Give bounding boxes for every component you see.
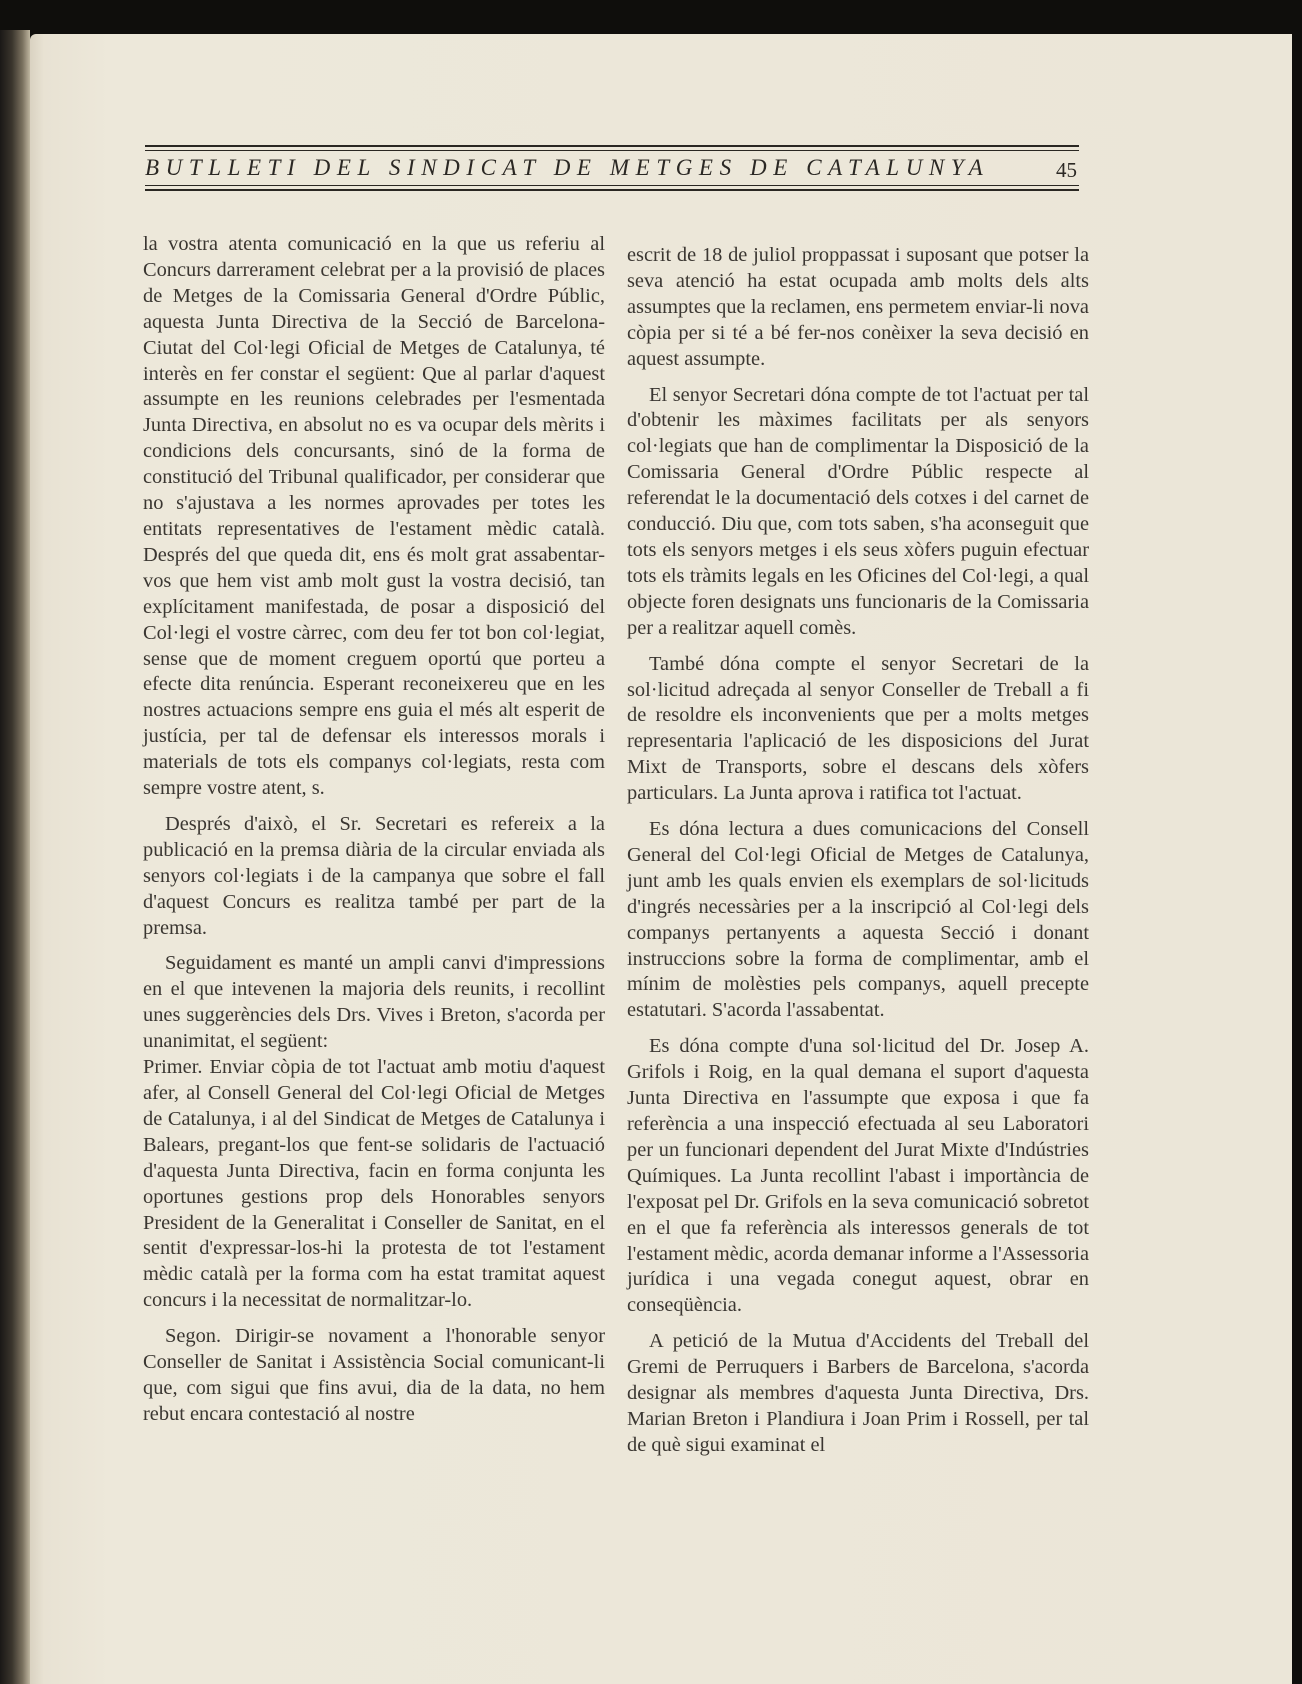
page-number: 45 [1056, 158, 1077, 182]
paragraph: Es dóna compte d'una sol·licitud del Dr. Josep A. Grifols i Roig, en la qual demana el suport d'aquesta Junta Directiva en l'assumpte que exposa i que fa referència a una inspecció efectuada al seu Laboratori per un funcionari dependent del Jurat Mixte d'Indústries Químiques. La Junta recollint l'abast i importància de l'exposat pel Dr. Grifols en la seva comunicació sobretot en el que fa referència als interessos generals de tot l'estament mèdic, acorda demanar informe a l'Assessoria jurídica i una vegada conegut aquest, obrar en conseqüència. [627, 1035, 1089, 1317]
running-header [145, 137, 1079, 199]
header-rule-bottom-thin [145, 185, 1079, 186]
header-rule-top-thin [145, 150, 1079, 151]
right-text-column [627, 243, 1089, 1469]
paragraph: Segon. Dirigir-se novament a l'honorable senyor Conseller de Sanitat i Assistència Social comunicant-li que, com sigui que fins avui, dia de la data, no hem rebut encara contestació al nostre [143, 1325, 605, 1425]
paragraph: Es dóna lectura a dues comunicacions del Consell General del Col·legi Oficial de Metges de Catalunya, junt amb les quals envien els exemplars de sol·licituds d'ingrés necessàries per a la inscripció al Col·legi dels companys pertanyents a aquesta Secció i donant instruccions sobre la forma de complimentar, amb el mínim de molèsties pels companys, aquell precepte estatutari. S'acorda l'assabentat. [627, 818, 1089, 1022]
paragraph: El senyor Secretari dóna compte de tot l'actuat per tal d'obtenir les màximes facilitats per als senyors col·legiats que han de complimentar la Disposició de la Comissaria General d'Ordre Públic respecte al referendat le la documentació dels cotxes i del carnet de conducció. Diu que, com tots saben, s'ha aconseguit que tots els senyors metges i els seus xòfers puguin efectuar tots els tràmits legals en les Oficines del Col·legi, a qual objecte foren designats uns funcionaris de la Comissaria per a realitzar aquell comès. [627, 383, 1089, 639]
journal-title: BUTLLETI DEL SINDICAT DE METGES DE CATALUNYA [145, 155, 990, 180]
paragraph: escrit de 18 de juliol proppassat i suposant que potser la seva atenció ha estat ocupada amb molts dels alts assumptes que la reclamen, ens permetem enviar-li nova còpia per si té a bé fer-nos conèixer la seva decisió en aquest assumpte. [627, 244, 1089, 370]
left-text-column [143, 232, 605, 1438]
paragraph: Seguidament es manté un ampli canvi d'impressions en el que intevenen la majoria dels reunits, i recollint unes suggerències dels Drs. Vives i Breton, s'acorda per unanimitat, el següent: [143, 952, 605, 1053]
paragraph: A petició de la Mutua d'Accidents del Treball del Gremi de Perruquers i Barbers de Barcelona, s'acorda designar als membres d'aquesta Junta Directiva, Drs. Marian Breton i Plandiura i Joan Prim i Rossell, per tal de què sigui examinat el [627, 1330, 1089, 1456]
header-rule-top [145, 145, 1079, 147]
paragraph: la vostra atenta comunicació en la que us referiu al Concurs darrerament celebrat per a la provisió de places de Metges de la Comissaria General d'Ordre Públic, aquesta Junta Directiva de la Secció de Barcelona-Ciutat del Col·legi Oficial de Metges de Catalunya, té interès en fer constar el següent: Que al parlar d'aquest assumpte en les reunions celebrades per l'esmentada Junta Directiva, en absolut no es va ocupar dels mèrits i condicions dels concursants, sinó de la forma de constitució del Tribunal qualificador, per considerar que no s'ajustava a les normes aprovades per totes les entitats representatives de l'estament mèdic català. Després del que queda dit, ens és molt grat assabentar-vos que hem vist amb molt gust la vostra decisió, tan explícitament manifestada, de posar a disposició del Col·legi el vostre càrrec, com deu fer tot bon col·legiat, sense que de moment creguem oportú que porteu a efecte dita renúncia. Esperant reconeixereu que en les nostres actuacions sempre ens guia el més alt esperit de justícia, per tal de defensar els interessos morals i materials de tots els companys col·legiats, resta com sempre vostre atent, s. [143, 233, 605, 800]
book-spine-shadow [0, 30, 30, 1684]
header-rule-bottom [145, 189, 1079, 191]
paragraph: També dóna compte el senyor Secretari de la sol·licitud adreçada al senyor Conseller de Treball a fi de resoldre els inconvenients que per a molts metges representaria l'aplicació de les disposicions del Jurat Mixt de Transports, sobre el descans dels xòfers particulars. La Junta aprova i ratifica tot l'actuat. [627, 652, 1089, 805]
paragraph: Després d'això, el Sr. Secretari es refereix a la publicació en la premsa diària de la circular enviada als senyors col·legiats i de la campanya que sobre el fall d'aquest Concurs es realitza també per part de la premsa. [143, 812, 605, 939]
paragraph: Primer. Enviar còpia de tot l'actuat amb motiu d'aquest afer, al Consell General del Col·legi Oficial de Metges de Catalunya, i al del Sindicat de Metges de Catalunya i Balears, pregant-los que fent-se solidaris de l'actuació d'aquesta Junta Directiva, facin en forma conjunta les oportunes gestions prop dels Honorables senyors President de la Generalitat i Conseller de Sanitat, en el sentit d'expressar-los-hi la protesta de tot l'estament mèdic català per la forma com ha estat tramitat aquest concurs i la necessitat de normalitzar-lo. [143, 1056, 605, 1312]
